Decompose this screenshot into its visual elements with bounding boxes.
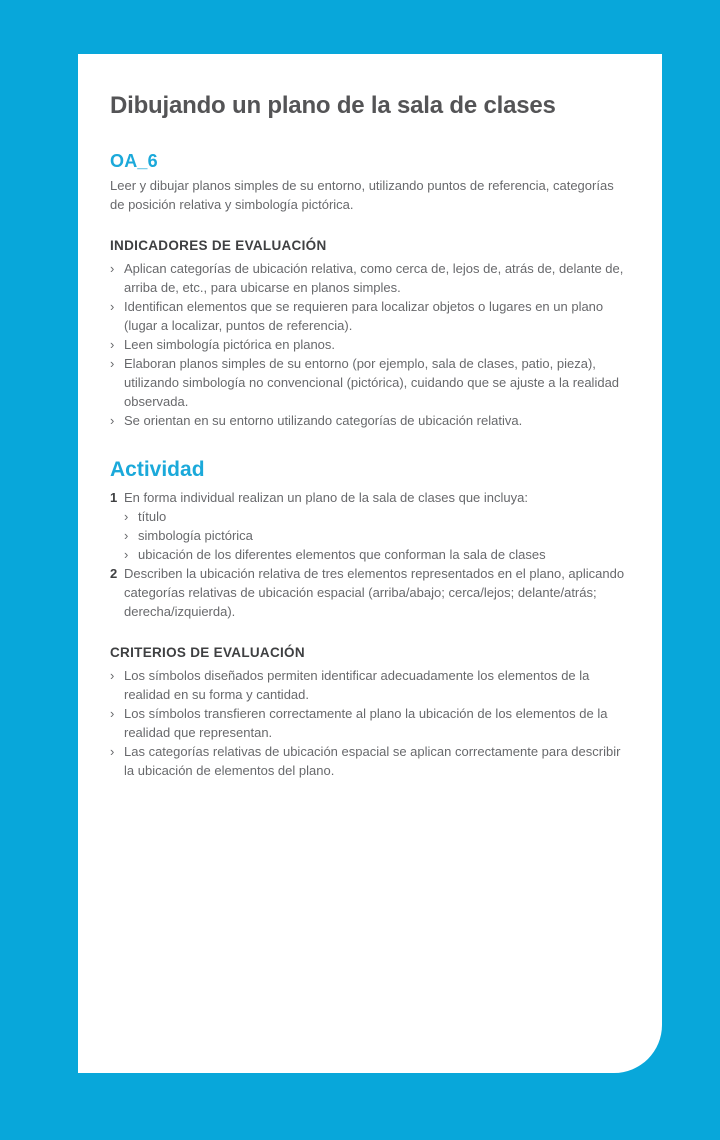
list-item-text: Identifican elementos que se requieren para localizar objetos o lugares en un plano (lugar a localizar, puntos de referencia). [124,299,604,333]
criterios-heading: CRITERIOS DE EVALUACIÓN [110,645,305,660]
list-item-text: Se orientan en su entorno utilizando categorías de ubicación relativa. [124,413,523,428]
list-item [110,704,630,742]
indicadores-list [110,259,630,430]
bullet-marker-icon: › [110,261,115,276]
list-item-text: Los símbolos diseñados permiten identificar adecuadamente los elementos de la realidad en su forma y cantidad. [124,668,590,702]
list-item-text: título [138,509,167,524]
bullet-marker-icon: › [110,356,115,371]
list-item [110,259,630,297]
actividad-heading: Actividad [110,458,205,481]
activity-step [110,564,630,621]
actividad-section [110,457,630,621]
list-item-text: Elaboran planos simples de su entorno (por ejemplo, sala de clases, patio, pieza), utilizando simbología no convencional (pictórica), cuidando que se ajuste a la realidad observada. [124,356,620,409]
activity-step-number: 1 [110,490,118,505]
bullet-marker-icon: › [110,337,115,352]
list-item [110,297,630,335]
list-item [124,507,630,526]
list-item-text: Las categorías relativas de ubicación espacial se aplican correctamente para describir la ubicación de elementos del plano. [124,744,621,778]
bullet-marker-icon: › [110,668,115,683]
activity-step [110,488,630,564]
list-item-text: simbología pictórica [138,528,253,543]
worksheet-card [78,54,662,1073]
criterios-section [110,645,630,780]
list-item [110,666,630,704]
oa-heading: OA_6 [110,151,158,171]
oa-section [110,150,630,214]
list-item [110,742,630,780]
activity-substeps [124,507,630,564]
activity-step-body [124,564,630,621]
bullet-marker-icon: › [110,706,115,721]
list-item-text: Los símbolos transfieren correctamente al plano la ubicación de los elementos de la realidad que representan. [124,706,608,740]
bullet-marker-icon: › [124,528,129,543]
list-item-text: ubicación de los diferentes elementos que conforman la sala de clases [138,547,546,562]
list-item-text: Leen simbología pictórica en planos. [124,337,336,352]
bullet-marker-icon: › [110,413,115,428]
criterios-list [110,666,630,780]
bullet-marker-icon: › [110,299,115,314]
list-item [124,545,630,564]
activity-step-text: Describen la ubicación relativa de tres elementos representados en el plano, aplicando categorías relativas de ubicación espacial (arriba/abajo; cerca/lejos; delante/atrás; derecha/izquierda). [124,566,625,619]
list-item [124,526,630,545]
oa-description: Leer y dibujar planos simples de su entorno, utilizando puntos de referencia, categorías de posición relativa y simbología pictórica. [110,178,614,212]
indicadores-heading: INDICADORES DE EVALUACIÓN [110,238,327,253]
actividad-steps [110,488,630,621]
list-item [110,335,630,354]
list-item [110,411,630,430]
bullet-marker-icon: › [110,744,115,759]
page-title: Dibujando un plano de la sala de clases [110,92,556,119]
list-item-text: Aplican categorías de ubicación relativa, como cerca de, lejos de, atrás de, delante de, arriba de, etc., para ubicarse en planos simples. [124,261,624,295]
list-item [110,354,630,411]
activity-step-text: En forma individual realizan un plano de la sala de clases que incluya: [124,490,528,505]
activity-step-body [124,488,630,564]
indicadores-section [110,238,630,430]
activity-step-number: 2 [110,566,118,581]
bullet-marker-icon: › [124,509,129,524]
bullet-marker-icon: › [124,547,129,562]
